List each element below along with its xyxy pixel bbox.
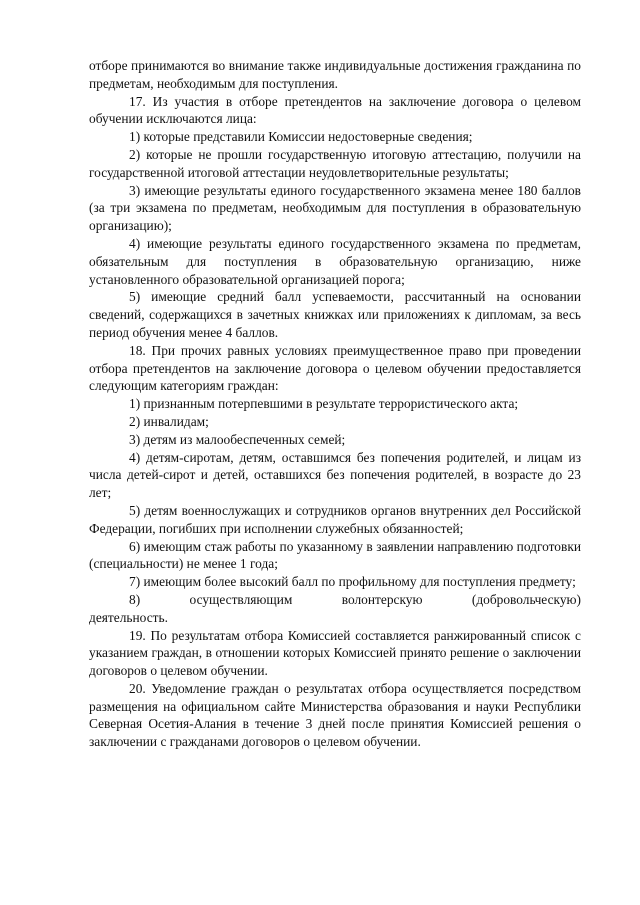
paragraph-18-item-6: 6) имеющим стаж работы по указанному в заявлении направлению подготовки (специальности) не менее 1 года; [89,538,581,572]
paragraph-17-item-4: 4) имеющие результаты единого государственного экзамена по предметам, обязательным для поступления в образовательную организацию, ниже установленного образовательной организацией порога; [89,235,581,287]
paragraph-19: 19. По результатам отбора Комиссией составляется ранжированный список с указанием граждан, в отношении которых Комиссией принято решение о заключении договоров о целевом обучении. [89,627,581,679]
paragraph-18-item-1: 1) признанным потерпевшими в результате террористического акта; [129,396,519,412]
paragraph-18-item-5: 5) детям военнослужащих и сотрудников органов внутренних дел Российской Федерации, погибших при исполнении служебных обязанностей; [89,502,581,536]
paragraph-17-item-3: 3) имеющие результаты единого государственного экзамена менее 180 баллов (за три экзамена по предметам, необходимым для поступления в образовательную организацию); [89,182,581,234]
paragraph-18-item-8: 8) осуществляющим волонтерскую (добровольческую) [129,591,581,607]
document-page [89,57,581,751]
paragraph-17-item-5: 5) имеющие средний балл успеваемости, рассчитанный на основании сведений, содержащихся в зачетных книжках или приложениях к дипломам, за весь период обучения менее 4 баллов. [89,289,581,340]
paragraph-18-item-2: 2) инвалидам; [129,413,209,429]
paragraph-17-item-1: 1) которые представили Комиссии недостоверные сведения; [129,129,473,145]
paragraph-18-item-7: 7) имеющим более высокий балл по профильному для поступления предмету; [129,574,576,590]
paragraph-18-item-8-continuation: деятельность. [89,609,168,625]
paragraph-18-item-3: 3) детям из малообеспеченных семей; [129,431,346,447]
paragraph-18-item-4: 4) детям-сиротам, детям, оставшимся без попечения родителей, и лицам из числа детей-сирот и детей, оставшихся без попечения родителей, в возрасте до 23 лет; [89,449,581,501]
paragraph-17-item-2: 2) которые не прошли государственную итоговую аттестацию, получили на государственной итоговой аттестации неудовлетворительные результаты; [89,146,581,180]
paragraph-20: 20. Уведомление граждан о результатах отбора осуществляется посредством размещения на официальном сайте Министерства образования и науки Республики Северная Осетия-Алания в течение 3 дней после принятия Комиссией решения о заключении с гражданами договоров о целевом обучении. [89,680,581,750]
paragraph-16-continuation: отборе принимаются во внимание также индивидуальные достижения гражданина по предметам, необходимым для поступления. [89,58,581,91]
paragraph-17: 17. Из участия в отборе претендентов на заключение договора о целевом обучении исключаются лица: [89,93,581,127]
paragraph-18: 18. При прочих равных условиях преимущественное право при проведении отбора претендентов на заключение договора о целевом обучении предоставляется следующим категориям граждан: [89,342,581,394]
